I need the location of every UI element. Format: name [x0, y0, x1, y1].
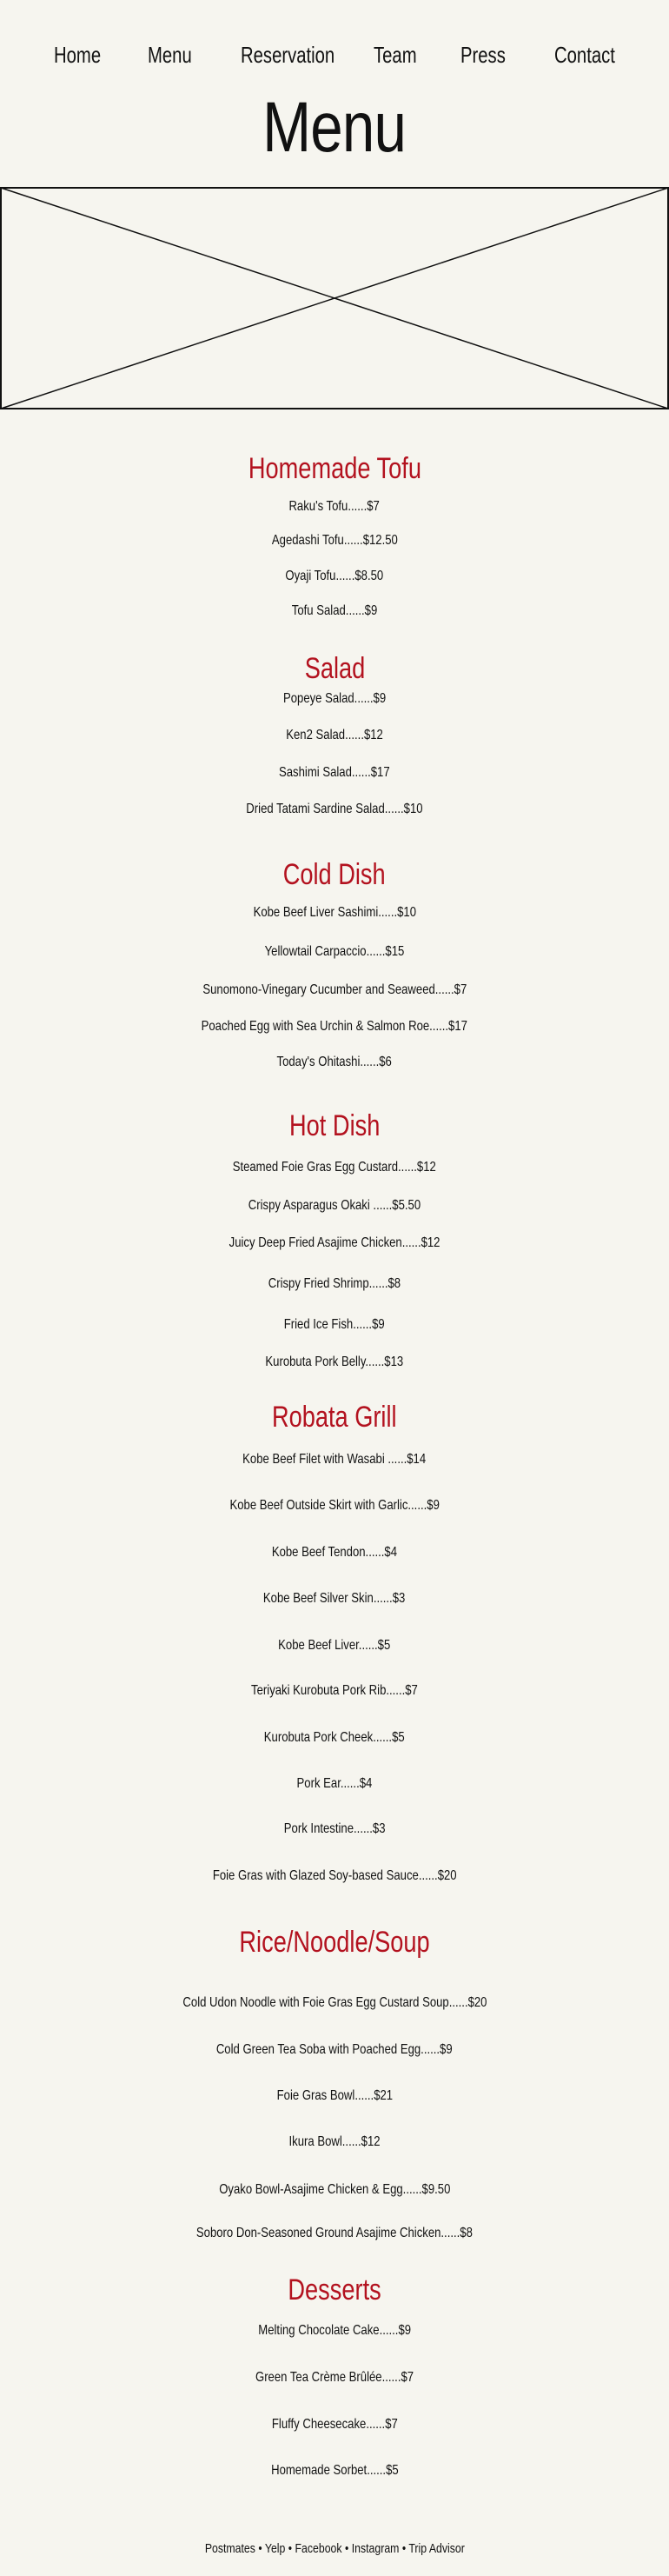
menu-item: Soboro Don-Seasoned Ground Asajime Chicken......$8	[196, 2226, 473, 2240]
menu-item: Sashimi Salad......$17	[279, 765, 390, 780]
section-title-hot-dish: Hot Dish	[288, 1109, 381, 1142]
menu-item: Melting Chocolate Cake......$9	[258, 2323, 411, 2338]
menu-item: Raku's Tofu......$7	[288, 499, 381, 514]
footer-separator: •	[401, 2541, 406, 2556]
nav-reservation-link[interactable]: Reservation	[241, 42, 335, 68]
menu-item: Steamed Foie Gras Egg Custard......$12	[232, 1160, 437, 1175]
footer-links	[0, 2541, 669, 2556]
menu-item: Kobe Beef Tendon......$4	[271, 1545, 398, 1560]
menu-item: Crispy Asparagus Okaki ......$5.50	[248, 1198, 421, 1213]
nav-menu-link[interactable]: Menu	[148, 42, 192, 68]
menu-item: Green Tea Crème Brûlée......$7	[255, 2370, 414, 2385]
footer-separator: •	[258, 2541, 262, 2556]
menu-item: Oyaji Tofu......$8.50	[285, 569, 384, 583]
menu-item: Foie Gras Bowl......$21	[276, 2088, 393, 2103]
menu-item: Crispy Fried Shrimp......$8	[268, 1276, 401, 1291]
section-title-rice-noodle-soup: Rice/Noodle/Soup	[239, 1926, 430, 1959]
menu-item: Pork Ear......$4	[296, 1776, 373, 1791]
menu-item: Popeye Salad......$9	[282, 691, 387, 706]
menu-item: Pork Intestine......$3	[283, 1821, 386, 1836]
section-title-desserts: Desserts	[288, 2273, 381, 2306]
menu-item: Sunomono-Vinegary Cucumber and Seaweed......$7	[202, 982, 467, 997]
menu-item: Poached Egg with Sea Urchin & Salmon Roe......$17	[201, 1019, 468, 1034]
nav-team-link[interactable]: Team	[374, 42, 417, 68]
footer-link-trip-advisor[interactable]: Trip Advisor	[408, 2541, 465, 2556]
menu-item: Foie Gras with Glazed Soy-based Sauce......$20	[212, 1868, 457, 1883]
placeholder-cross-icon	[0, 187, 669, 409]
footer-link-postmates[interactable]: Postmates	[204, 2541, 255, 2556]
menu-item: Kobe Beef Liver......$5	[278, 1638, 391, 1653]
menu-item: Kurobuta Pork Cheek......$5	[264, 1730, 405, 1745]
menu-item: Ken2 Salad......$12	[286, 728, 383, 742]
menu-item: Fluffy Cheesecake......$7	[271, 2417, 398, 2432]
section-title-robata-grill: Robata Grill	[272, 1401, 397, 1434]
footer-separator: •	[344, 2541, 348, 2556]
menu-item: Kobe Beef Outside Skirt with Garlic......$9	[229, 1498, 440, 1513]
nav-press-link[interactable]: Press	[460, 42, 506, 68]
menu-item: Teriyaki Kurobuta Pork Rib......$7	[251, 1683, 418, 1698]
menu-item: Agedashi Tofu......$12.50	[271, 533, 398, 548]
nav-home-link[interactable]: Home	[54, 42, 102, 68]
menu-item: Kobe Beef Filet with Wasabi ......$14	[242, 1452, 427, 1467]
image-placeholder	[0, 187, 669, 409]
menu-item: Cold Green Tea Soba with Poached Egg......$9	[216, 2042, 453, 2057]
footer-link-facebook[interactable]: Facebook	[295, 2541, 342, 2556]
menu-item: Kobe Beef Liver Sashimi......$10	[253, 905, 416, 920]
menu-item: Kurobuta Pork Belly......$13	[265, 1355, 404, 1369]
section-title-salad: Salad	[304, 652, 365, 685]
menu-item: Fried Ice Fish......$9	[284, 1317, 385, 1332]
page-title: Menu	[262, 88, 407, 167]
menu-item: Kobe Beef Silver Skin......$3	[263, 1591, 406, 1606]
menu-item: Cold Udon Noodle with Foie Gras Egg Custard Soup......$20	[182, 1995, 487, 2010]
menu-item: Oyako Bowl-Asajime Chicken & Egg......$9.50	[218, 2182, 451, 2197]
menu-item: Today's Ohitashi......$6	[276, 1055, 393, 1069]
menu-item: Dried Tatami Sardine Salad......$10	[246, 802, 423, 816]
section-title-homemade-tofu: Homemade Tofu	[248, 452, 421, 485]
footer-separator: •	[288, 2541, 292, 2556]
footer-link-yelp[interactable]: Yelp	[264, 2541, 286, 2556]
footer-link-instagram[interactable]: Instagram	[351, 2541, 400, 2556]
nav-contact-link[interactable]: Contact	[554, 42, 615, 68]
menu-item: Yellowtail Carpaccio......$15	[264, 944, 405, 959]
menu-item: Juicy Deep Fried Asajime Chicken......$12	[229, 1235, 440, 1250]
menu-item: Tofu Salad......$9	[291, 603, 378, 618]
menu-item: Ikura Bowl......$12	[288, 2134, 381, 2149]
section-title-cold-dish: Cold Dish	[283, 858, 386, 891]
menu-item: Homemade Sorbet......$5	[270, 2463, 399, 2478]
